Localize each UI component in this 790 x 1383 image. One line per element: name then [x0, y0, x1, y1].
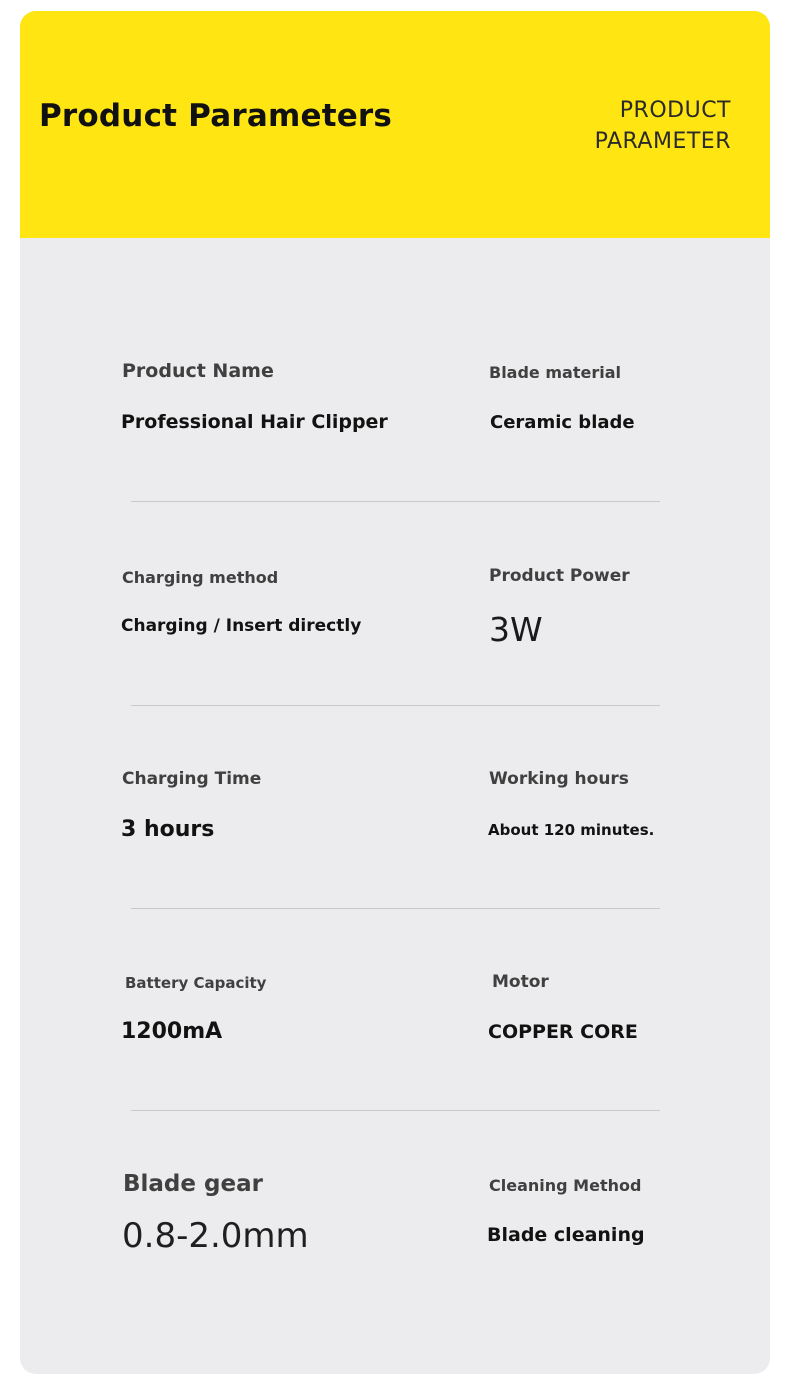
- param-value-battery-capacity: 1200mA: [121, 1019, 223, 1044]
- param-value-motor: COPPER CORE: [488, 1021, 638, 1043]
- param-value-product-name: Professional Hair Clipper: [121, 411, 388, 433]
- param-value-blade-gear: 0.8-2.0mm: [122, 1216, 309, 1256]
- row-divider-1: [131, 501, 660, 502]
- subtitle-line-1: PRODUCT: [619, 98, 731, 123]
- param-label-cleaning-method: Cleaning Method: [489, 1176, 642, 1195]
- param-label-blade-material: Blade material: [489, 363, 621, 382]
- param-label-battery-capacity: Battery Capacity: [125, 974, 267, 992]
- param-label-motor: Motor: [492, 972, 549, 992]
- param-label-blade-gear: Blade gear: [123, 1171, 263, 1197]
- page-title: Product Parameters: [39, 98, 393, 134]
- param-value-charging-time: 3 hours: [121, 817, 215, 842]
- param-value-charging-method: Charging / Insert directly: [121, 616, 362, 636]
- param-label-product-name: Product Name: [122, 360, 274, 382]
- row-divider-4: [131, 1110, 660, 1111]
- parameters-card: [20, 11, 770, 1374]
- row-divider-3: [131, 908, 660, 909]
- header-banner: [20, 11, 770, 238]
- param-value-blade-material: Ceramic blade: [490, 412, 635, 433]
- param-value-product-power: 3W: [489, 610, 543, 649]
- param-value-working-hours: About 120 minutes.: [488, 821, 655, 839]
- param-label-charging-time: Charging Time: [122, 769, 262, 789]
- subtitle-line-2: PARAMETER: [594, 129, 731, 154]
- param-label-product-power: Product Power: [489, 566, 630, 586]
- param-label-working-hours: Working hours: [489, 769, 629, 789]
- param-value-cleaning-method: Blade cleaning: [487, 1224, 645, 1246]
- page-subtitle: [595, 95, 731, 157]
- row-divider-2: [131, 705, 660, 706]
- param-label-charging-method: Charging method: [122, 568, 279, 587]
